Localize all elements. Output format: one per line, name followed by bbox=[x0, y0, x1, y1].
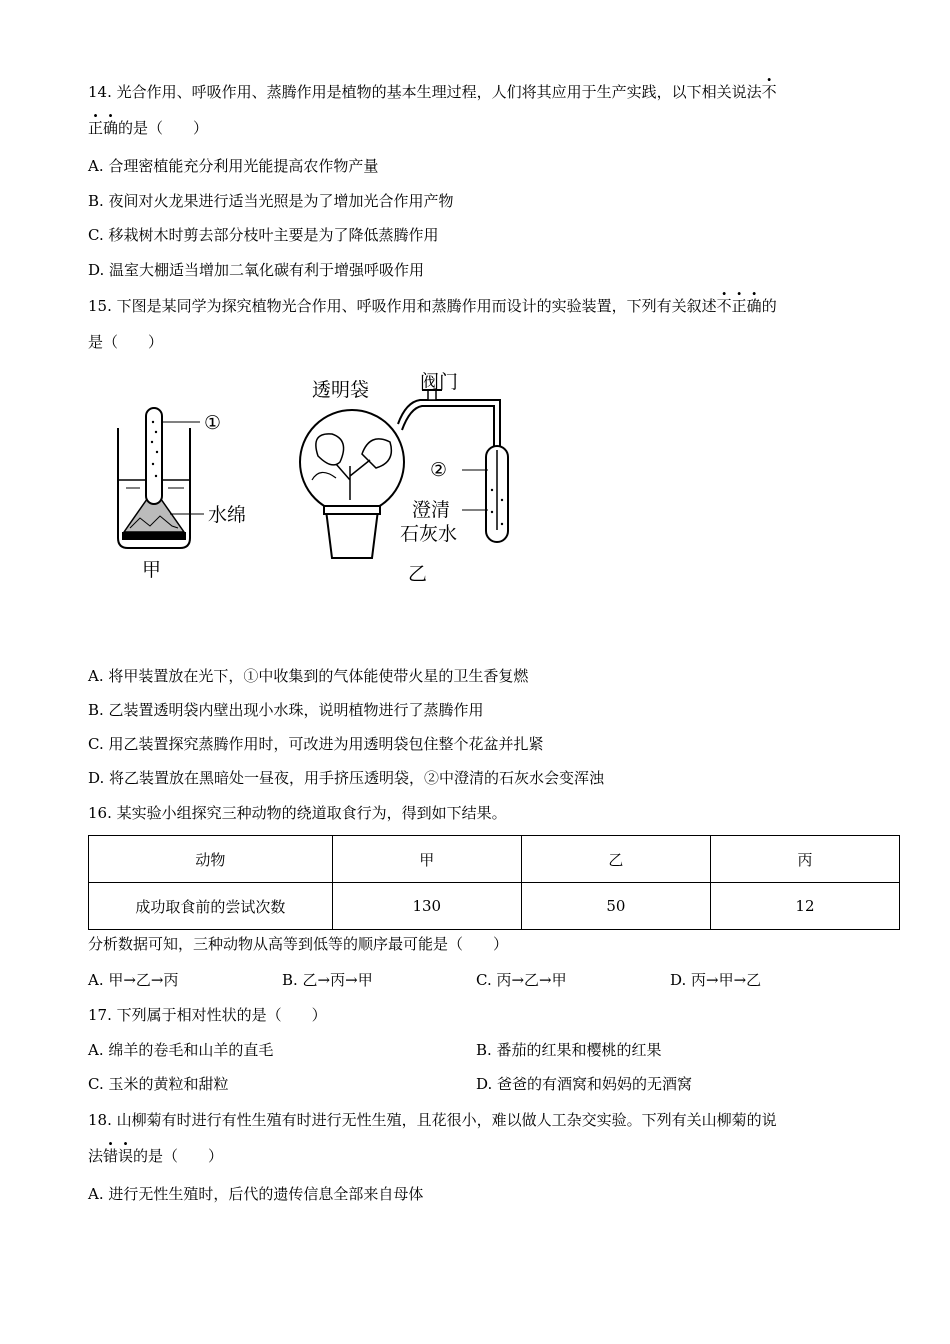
label-valve: 阀门 bbox=[420, 371, 459, 393]
emphasis-mark: 不 bbox=[761, 83, 777, 101]
q17-option-d: D. 爸爸的有酒窝和妈妈的无酒窝 bbox=[476, 1075, 693, 1093]
table-cell: 12 bbox=[710, 883, 899, 930]
q18-stem-line2: 法错误的是（ ） bbox=[88, 1147, 224, 1165]
q16-table bbox=[88, 835, 900, 930]
experiment-figure bbox=[100, 370, 520, 585]
label-2: ② bbox=[430, 459, 448, 481]
apparatus-jia bbox=[118, 408, 246, 581]
table-cell: 成功取食前的尝试次数 bbox=[89, 883, 333, 930]
q16-option-b: B. 乙→丙→甲 bbox=[282, 971, 373, 989]
q17-stem: 17. 下列属于相对性状的是（ ） bbox=[88, 1006, 327, 1024]
q15-option-c: C. 用乙装置探究蒸腾作用时，可改进为用透明袋包住整个花盆并扎紧 bbox=[88, 735, 544, 753]
emphasis-mark: 不 bbox=[716, 297, 732, 315]
q15-stem-line1: 15. 下图是某同学为探究植物光合作用、呼吸作用和蒸腾作用而设计的实验装置，下列有关叙述不正确的 bbox=[88, 297, 777, 315]
q16-stem: 16. 某实验小组探究三种动物的绕道取食行为，得到如下结果。 bbox=[88, 804, 507, 822]
label-shuimian: 水绵 bbox=[208, 504, 247, 526]
q16-option-a: A. 甲→乙→丙 bbox=[88, 971, 179, 989]
q14-option-b: B. 夜间对火龙果进行适当光照是为了增加光合作用产物 bbox=[88, 192, 454, 210]
q17-option-a: A. 绵羊的卷毛和山羊的直毛 bbox=[88, 1041, 274, 1059]
q15-option-b: B. 乙装置透明袋内壁出现小水珠，说明植物进行了蒸腾作用 bbox=[88, 701, 484, 719]
q18-option-a: A. 进行无性生殖时，后代的遗传信息全部来自母体 bbox=[88, 1185, 424, 1203]
q17-option-b: B. 番茄的红果和樱桃的红果 bbox=[476, 1041, 662, 1059]
emphasis-mark: 错 bbox=[103, 1147, 119, 1165]
emphasis-mark: 确 bbox=[746, 297, 762, 315]
q14-stem-line1: 14. 光合作用、呼吸作用、蒸腾作用是植物的基本生理过程，人们将其应用于生产实践，以下相关说法不 bbox=[88, 83, 777, 101]
label-bag: 透明袋 bbox=[312, 379, 370, 401]
q14-option-d: D. 温室大棚适当增加二氧化碳有利于增强呼吸作用 bbox=[88, 261, 425, 279]
emphasis-mark: 误 bbox=[118, 1147, 134, 1165]
q15-option-d: D. 将乙装置放在黑暗处一昼夜，用手挤压透明袋，②中澄清的石灰水会变浑浊 bbox=[88, 769, 605, 787]
q14-option-a: A. 合理密植能充分利用光能提高农作物产量 bbox=[88, 157, 379, 175]
q16-after: 分析数据可知，三种动物从高等到低等的顺序最可能是（ ） bbox=[88, 935, 509, 953]
table-cell: 130 bbox=[332, 883, 521, 930]
apparatus-yi bbox=[300, 371, 508, 585]
q14-option-c: C. 移栽树木时剪去部分枝叶主要是为了降低蒸腾作用 bbox=[88, 226, 439, 244]
q16-option-d: D. 丙→甲→乙 bbox=[670, 971, 762, 989]
table-cell: 乙 bbox=[521, 836, 710, 883]
emphasis-mark: 正 bbox=[731, 297, 747, 315]
emphasis-mark: 确 bbox=[103, 119, 119, 137]
table-cell: 甲 bbox=[332, 836, 521, 883]
q15-option-a: A. 将甲装置放在光下，①中收集到的气体能使带火星的卫生香复燃 bbox=[88, 667, 529, 685]
label-lime1: 澄清 bbox=[412, 499, 451, 521]
label-yi: 乙 bbox=[408, 563, 428, 585]
table-row bbox=[89, 883, 900, 930]
table-cell: 50 bbox=[521, 883, 710, 930]
q17-option-c: C. 玉米的黄粒和甜粒 bbox=[88, 1075, 229, 1093]
q14-stem-line2: 正确的是（ ） bbox=[88, 119, 209, 137]
label-jia: 甲 bbox=[142, 559, 162, 581]
table-header-row bbox=[89, 836, 900, 883]
emphasis-mark: 正 bbox=[88, 119, 104, 137]
label-lime2: 石灰水 bbox=[400, 523, 458, 545]
table-cell: 动物 bbox=[89, 836, 333, 883]
q18-stem-line1: 18. 山柳菊有时进行有性生殖有时进行无性生殖，且花很小，难以做人工杂交实验。下列有关山柳菊的说 bbox=[88, 1111, 777, 1129]
q16-option-c: C. 丙→乙→甲 bbox=[476, 971, 567, 989]
q15-stem-line2: 是（ ） bbox=[88, 333, 164, 351]
label-1: ① bbox=[204, 412, 222, 434]
table-cell: 丙 bbox=[710, 836, 899, 883]
